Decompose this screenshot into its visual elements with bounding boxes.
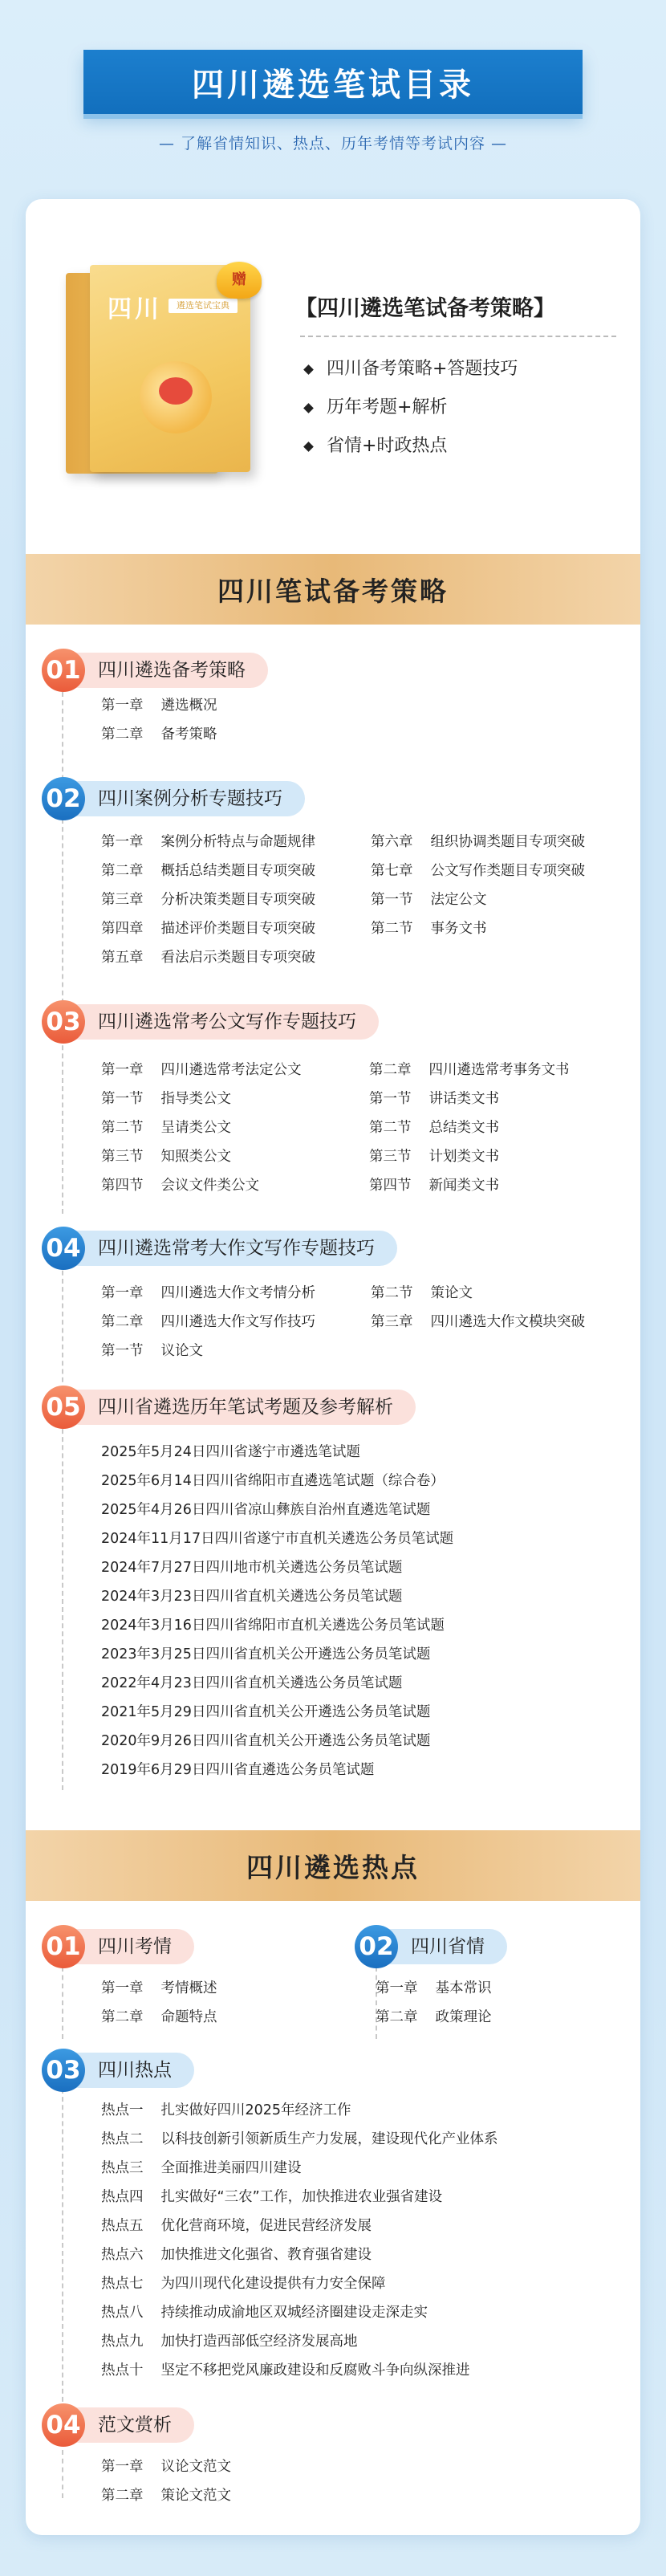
book-illustration — [66, 265, 262, 474]
promo-list — [305, 350, 518, 466]
dashed-connector — [62, 819, 63, 1003]
topic-label: 四川遴选常考大作文写作专题技巧 — [69, 1231, 397, 1266]
chapter-row: 第二章 策论文范文 — [101, 2488, 231, 2504]
page-title: 四川遴选笔试目录 — [192, 66, 474, 104]
dashed-connector — [62, 1967, 63, 2039]
chapter-row: 第二节 事务文书 — [371, 921, 487, 937]
chapter-row: 第一节 指导类公文 — [101, 1091, 231, 1107]
topic-label: 四川热点 — [69, 2053, 194, 2088]
exam-row: 2020年9月26日四川省直机关公开遴选公务员笔试题 — [101, 1733, 431, 1749]
topic-label: 四川案例分析专题技巧 — [69, 781, 305, 816]
chapter-row: 第一节 议论文 — [101, 1343, 203, 1359]
exam-row: 2024年3月16日四川省绵阳市直机关遴选公务员笔试题 — [101, 1618, 445, 1634]
dashed-connector — [62, 2450, 63, 2498]
hotspot-row: 热点八 持续推动成渝地区双城经济圈建设走深走实 — [101, 2305, 428, 2321]
chapter-row: 第二章 政策理论 — [376, 2009, 492, 2025]
exam-row: 2025年5月24日四川省遂宁市遴选笔试题 — [101, 1444, 360, 1460]
chapter-row: 第一章 基本常识 — [376, 1980, 492, 1996]
chapter-row: 第一章 议论文范文 — [101, 2459, 231, 2475]
mascot-face-icon — [159, 377, 193, 405]
chapter-row: 第一节 讲话类文书 — [369, 1091, 499, 1107]
hotspot-row: 热点一 扎实做好四川2025年经济工作 — [101, 2102, 351, 2118]
diamond-bullet-icon — [303, 403, 314, 413]
chapter-row: 第二节 总结类文书 — [369, 1120, 499, 1136]
chapter-row: 第三章 分析决策类题目专项突破 — [101, 892, 315, 908]
chapter-row: 第四节 新闻类文书 — [369, 1178, 499, 1194]
topic-number: 04 — [42, 2403, 85, 2447]
exam-row: 2024年11月17日四川省遂宁市直机关遴选公务员笔试题 — [101, 1531, 454, 1547]
exam-row: 2025年6月14日四川省绵阳市直遴选笔试题（综合卷） — [101, 1473, 445, 1489]
chapter-row: 第二节 呈请类公文 — [101, 1120, 231, 1136]
promo-divider — [300, 336, 616, 337]
page-subtitle: — 了解省情知识、热点、历年考情等考试内容 — — [158, 135, 508, 153]
content-card — [26, 199, 640, 2535]
chapter-row: 第一章 遴选概况 — [101, 698, 217, 714]
topic-label: 四川遴选常考公文写作专题技巧 — [69, 1004, 379, 1040]
chapter-row: 第三节 知照类公文 — [101, 1149, 231, 1165]
hotspot-row: 热点四 扎实做好“三农”工作，加快推进农业强省建设 — [101, 2189, 443, 2205]
book-subtitle: 遴选笔试宝典 — [169, 299, 238, 313]
topic-number: 02 — [42, 777, 85, 820]
book-title: 四川 — [108, 295, 162, 324]
chapter-row: 第一节 法定公文 — [371, 892, 487, 908]
topic-label: 四川省遴选历年笔试考题及参考解析 — [69, 1390, 416, 1425]
promo-item: 四川备考策略+答题技巧 — [305, 350, 518, 389]
chapter-row: 第二章 概括总结类题目专项突破 — [101, 863, 315, 879]
exam-row: 2023年3月25日四川省直机关公开遴选公务员笔试题 — [101, 1646, 431, 1662]
topic-number: 03 — [42, 1000, 85, 1044]
chapter-row: 第二节 策论文 — [371, 1285, 473, 1301]
topic-label: 四川考情 — [69, 1929, 194, 1964]
section-banner-title: 四川遴选热点 — [246, 1851, 420, 1883]
topic-label: 范文赏析 — [69, 2407, 194, 2443]
topic-number: 05 — [42, 1386, 85, 1429]
hotspot-row: 热点九 加快打造西部低空经济发展高地 — [101, 2334, 358, 2350]
exam-row: 2024年3月23日四川省直机关遴选公务员笔试题 — [101, 1589, 403, 1605]
chapter-row: 第三节 计划类文书 — [369, 1149, 499, 1165]
section-banner-strategy — [26, 554, 640, 625]
topic-number: 02 — [355, 1925, 398, 1968]
chapter-row: 第五章 看法启示类题目专项突破 — [101, 950, 315, 966]
promo-item: 省情+时政热点 — [305, 427, 518, 466]
topic-number: 04 — [42, 1227, 85, 1270]
hotspot-row: 热点二 以科技创新引领新质生产力发展，建设现代化产业体系 — [101, 2131, 498, 2147]
hotspot-row: 热点三 全面推进美丽四川建设 — [101, 2160, 302, 2176]
exam-row: 2025年4月26日四川省凉山彝族自治州直遴选笔试题 — [101, 1502, 431, 1518]
diamond-bullet-icon — [303, 364, 314, 375]
chapter-row: 第二章 四川遴选常考事务文书 — [369, 1062, 570, 1078]
topic-label: 四川遴选备考策略 — [69, 653, 268, 688]
exam-row: 2022年4月23日四川省直机关遴选公务员笔试题 — [101, 1675, 403, 1691]
dashed-connector — [62, 1037, 63, 1214]
section-banner-hotspots — [26, 1830, 640, 1901]
chapter-row: 第一章 案例分析特点与命题规律 — [101, 834, 315, 850]
topic-number: 01 — [42, 649, 85, 692]
hotspot-row: 热点五 优化营商环境，促进民营经济发展 — [101, 2218, 372, 2234]
dashed-connector — [62, 692, 63, 788]
gift-badge: 赠 — [217, 262, 262, 299]
section-banner-title: 四川笔试备考策略 — [217, 575, 449, 607]
chapter-row: 第二章 命题特点 — [101, 2009, 217, 2025]
topic-label: 四川省情 — [382, 1929, 507, 1964]
page-title-bar — [83, 50, 583, 114]
exam-row: 2019年6月29日四川省直遴选公务员笔试题 — [101, 1762, 375, 1778]
chapter-row: 第一章 考情概述 — [101, 1980, 217, 1996]
chapter-row: 第一章 四川遴选常考法定公文 — [101, 1062, 302, 1078]
chapter-row: 第二章 四川遴选大作文写作技巧 — [101, 1314, 315, 1330]
hotspot-row: 热点十 坚定不移把党风廉政建设和反腐败斗争向纵深推进 — [101, 2362, 470, 2379]
diamond-bullet-icon — [303, 442, 314, 452]
exam-row: 2024年7月27日四川地市机关遴选公务员笔试题 — [101, 1560, 403, 1576]
chapter-row: 第四章 描述评价类题目专项突破 — [101, 921, 315, 937]
chapter-row: 第七章 公文写作类题目专项突破 — [371, 863, 585, 879]
dashed-connector — [62, 2089, 63, 2410]
exam-row: 2021年5月29日四川省直机关公开遴选公务员笔试题 — [101, 1704, 431, 1720]
promo-title: 【四川遴选笔试备考策略】 — [295, 296, 555, 321]
topic-number: 01 — [42, 1925, 85, 1968]
chapter-row: 第三章 四川遴选大作文模块突破 — [371, 1314, 585, 1330]
chapter-row: 第二章 备考策略 — [101, 726, 217, 743]
chapter-row: 第六章 组织协调类题目专项突破 — [371, 834, 585, 850]
topic-number: 03 — [42, 2049, 85, 2092]
hotspot-row: 热点六 加快推进文化强省、教育强省建设 — [101, 2247, 372, 2263]
chapter-row: 第一章 四川遴选大作文考情分析 — [101, 1285, 315, 1301]
chapter-row: 第四节 会议文件类公文 — [101, 1178, 259, 1194]
promo-item: 历年考题+解析 — [305, 389, 518, 427]
dashed-connector — [62, 1421, 63, 1790]
hotspot-row: 热点七 为四川现代化建设提供有力安全保障 — [101, 2276, 386, 2292]
